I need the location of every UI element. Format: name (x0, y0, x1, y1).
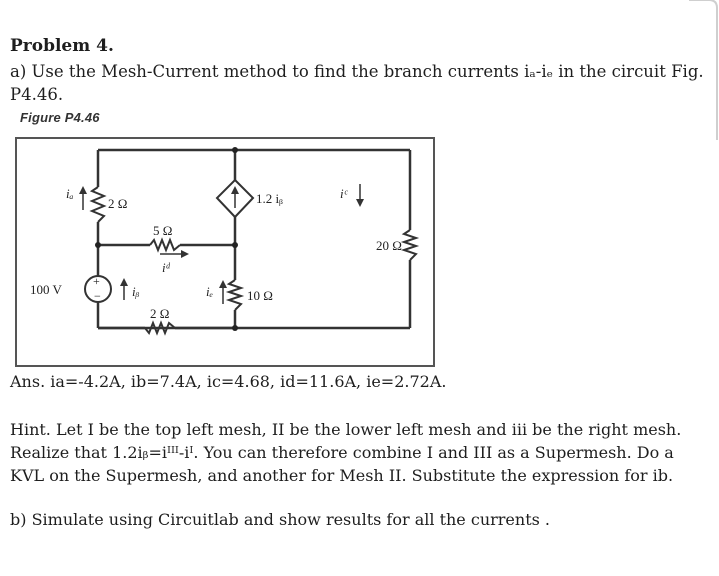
label-r-ia: 2 Ω (108, 196, 128, 211)
resistor-5ohm (150, 240, 180, 250)
arrow-ic-icon (356, 199, 364, 207)
label-r-5: 5 Ω (153, 223, 173, 238)
arrow-ia-icon (79, 186, 87, 194)
label-ic: iᶜ (340, 186, 348, 201)
answer-line: Ans. ia=-4.2A, ib=7.4A, ic=4.68, id=11.6A, ie=2.72A. (10, 372, 447, 391)
hint-paragraph: Hint. Let I be the top left mesh, II be the lower left mesh and iii be the right mesh. Realize that 1.2iᵦ=iᴵᴵᴵ-iᴵ. You can therefore combine I and III as a Supermesh. Do a KVL on the Supermesh, and another for Mesh II. Substitute the expression for ib. (10, 420, 682, 485)
label-v-source: 100 V (30, 282, 62, 297)
label-r-2b: 2 Ω (150, 306, 170, 321)
label-r-20: 20 Ω (376, 238, 402, 253)
arrow-ie-icon (219, 280, 227, 288)
label-plus: + (93, 274, 100, 288)
label-ia: iₐ (66, 186, 74, 201)
label-id: iᵈ (162, 260, 170, 275)
label-ib: iᵦ (132, 284, 140, 299)
window-corner-decoration (689, 0, 719, 140)
problem-title: Problem 4. (10, 36, 114, 56)
figure-label: Figure P4.46 (20, 110, 100, 125)
resistor-20ohm (404, 230, 416, 260)
part-b-text: b) Simulate using Circuitlab and show results for all the currents . (10, 510, 550, 529)
resistor-10ohm (229, 280, 241, 310)
circuit-diagram (10, 132, 440, 372)
label-ie: iₑ (206, 284, 214, 299)
label-minus: − (94, 289, 101, 303)
arrow-id-icon (181, 250, 189, 258)
junction-dot (95, 242, 101, 248)
junction-dot (232, 147, 238, 153)
junction-dot (232, 242, 238, 248)
part-a-text: a) Use the Mesh-Current method to find the branch currents iₐ-iₑ in the circuit Fig. P4.46. (10, 62, 704, 104)
label-r-10: 10 Ω (247, 288, 273, 303)
figure-frame (16, 138, 434, 366)
arrow-ib-icon (120, 278, 128, 286)
resistor-2ohm-top (92, 187, 104, 222)
label-dep-source: 1.2 iᵦ (256, 191, 283, 206)
junction-dot (232, 325, 238, 331)
